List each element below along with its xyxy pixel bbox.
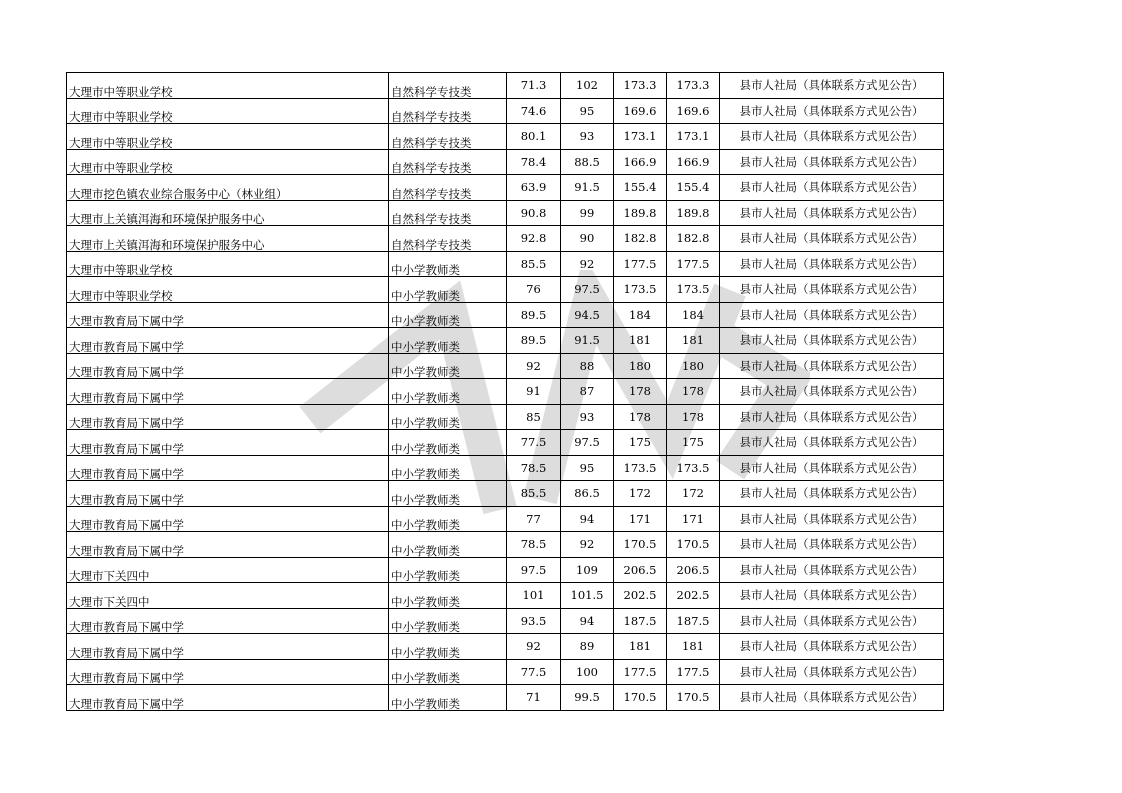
- total-score-cell: 182.8: [614, 226, 667, 252]
- written-score-cell: 85.5: [507, 481, 561, 507]
- total-score-cell: 173.3: [614, 73, 667, 99]
- table-row: [67, 200, 944, 226]
- category-cell: 中小学教师类: [389, 379, 507, 405]
- unit-cell: 大理市教育局下属中学: [67, 455, 389, 481]
- total-score-cell: 166.9: [614, 149, 667, 175]
- total-score-cell: 177.5: [614, 251, 667, 277]
- contact-cell: 县市人社局（具体联系方式见公告）: [720, 124, 944, 150]
- table-row: [67, 557, 944, 583]
- category-cell: 中小学教师类: [389, 328, 507, 354]
- interview-score-cell: 97.5: [561, 430, 614, 456]
- written-score-cell: 76: [507, 277, 561, 303]
- contact-cell: 县市人社局（具体联系方式见公告）: [720, 200, 944, 226]
- category-cell: 自然科学专技类: [389, 226, 507, 252]
- written-score-cell: 77: [507, 506, 561, 532]
- table-row: [67, 685, 944, 711]
- interview-score-cell: 95: [561, 455, 614, 481]
- total-score-cell: 170.5: [614, 532, 667, 558]
- interview-score-cell: 88.5: [561, 149, 614, 175]
- final-score-cell: 178: [667, 379, 720, 405]
- final-score-cell: 169.6: [667, 98, 720, 124]
- final-score-cell: 180: [667, 353, 720, 379]
- unit-cell: 大理市教育局下属中学: [67, 302, 389, 328]
- table-row: [67, 659, 944, 685]
- final-score-cell: 173.1: [667, 124, 720, 150]
- table-row: [67, 277, 944, 303]
- interview-score-cell: 97.5: [561, 277, 614, 303]
- unit-cell: 大理市下关四中: [67, 583, 389, 609]
- category-cell: 中小学教师类: [389, 430, 507, 456]
- unit-cell: 大理市中等职业学校: [67, 277, 389, 303]
- written-score-cell: 77.5: [507, 659, 561, 685]
- contact-cell: 县市人社局（具体联系方式见公告）: [720, 481, 944, 507]
- contact-cell: 县市人社局（具体联系方式见公告）: [720, 455, 944, 481]
- contact-cell: 县市人社局（具体联系方式见公告）: [720, 353, 944, 379]
- final-score-cell: 173.3: [667, 73, 720, 99]
- written-score-cell: 92: [507, 634, 561, 660]
- table-row: [67, 404, 944, 430]
- contact-cell: 县市人社局（具体联系方式见公告）: [720, 328, 944, 354]
- unit-cell: 大理市中等职业学校: [67, 251, 389, 277]
- final-score-cell: 170.5: [667, 685, 720, 711]
- table-row: [67, 455, 944, 481]
- contact-cell: 县市人社局（具体联系方式见公告）: [720, 430, 944, 456]
- table-row: [67, 251, 944, 277]
- unit-cell: 大理市教育局下属中学: [67, 379, 389, 405]
- total-score-cell: 173.1: [614, 124, 667, 150]
- table-row: [67, 98, 944, 124]
- interview-score-cell: 99: [561, 200, 614, 226]
- final-score-cell: 173.5: [667, 277, 720, 303]
- total-score-cell: 181: [614, 328, 667, 354]
- table-row: [67, 149, 944, 175]
- interview-score-cell: 94.5: [561, 302, 614, 328]
- total-score-cell: 175: [614, 430, 667, 456]
- category-cell: 自然科学专技类: [389, 73, 507, 99]
- contact-cell: 县市人社局（具体联系方式见公告）: [720, 506, 944, 532]
- interview-score-cell: 90: [561, 226, 614, 252]
- unit-cell: 大理市上关镇洱海和环境保护服务中心: [67, 226, 389, 252]
- interview-score-cell: 92: [561, 251, 614, 277]
- contact-cell: 县市人社局（具体联系方式见公告）: [720, 379, 944, 405]
- category-cell: 中小学教师类: [389, 634, 507, 660]
- total-score-cell: 202.5: [614, 583, 667, 609]
- unit-cell: 大理市教育局下属中学: [67, 430, 389, 456]
- contact-cell: 县市人社局（具体联系方式见公告）: [720, 175, 944, 201]
- unit-cell: 大理市中等职业学校: [67, 124, 389, 150]
- table-row: [67, 608, 944, 634]
- table-row: [67, 328, 944, 354]
- category-cell: 自然科学专技类: [389, 149, 507, 175]
- contact-cell: 县市人社局（具体联系方式见公告）: [720, 685, 944, 711]
- interview-score-cell: 95: [561, 98, 614, 124]
- category-cell: 中小学教师类: [389, 251, 507, 277]
- unit-cell: 大理市挖色镇农业综合服务中心（林业组）: [67, 175, 389, 201]
- unit-cell: 大理市教育局下属中学: [67, 481, 389, 507]
- contact-cell: 县市人社局（具体联系方式见公告）: [720, 251, 944, 277]
- total-score-cell: 169.6: [614, 98, 667, 124]
- written-score-cell: 74.6: [507, 98, 561, 124]
- written-score-cell: 80.1: [507, 124, 561, 150]
- unit-cell: 大理市教育局下属中学: [67, 328, 389, 354]
- total-score-cell: 181: [614, 634, 667, 660]
- final-score-cell: 206.5: [667, 557, 720, 583]
- total-score-cell: 206.5: [614, 557, 667, 583]
- final-score-cell: 170.5: [667, 532, 720, 558]
- final-score-cell: 182.8: [667, 226, 720, 252]
- table-row: [67, 583, 944, 609]
- category-cell: 中小学教师类: [389, 557, 507, 583]
- final-score-cell: 155.4: [667, 175, 720, 201]
- contact-cell: 县市人社局（具体联系方式见公告）: [720, 302, 944, 328]
- category-cell: 中小学教师类: [389, 404, 507, 430]
- written-score-cell: 89.5: [507, 328, 561, 354]
- table-row: [67, 302, 944, 328]
- category-cell: 中小学教师类: [389, 532, 507, 558]
- written-score-cell: 71.3: [507, 73, 561, 99]
- written-score-cell: 97.5: [507, 557, 561, 583]
- category-cell: 中小学教师类: [389, 277, 507, 303]
- final-score-cell: 202.5: [667, 583, 720, 609]
- final-score-cell: 166.9: [667, 149, 720, 175]
- category-cell: 中小学教师类: [389, 481, 507, 507]
- written-score-cell: 89.5: [507, 302, 561, 328]
- unit-cell: 大理市教育局下属中学: [67, 659, 389, 685]
- interview-score-cell: 86.5: [561, 481, 614, 507]
- interview-score-cell: 91.5: [561, 175, 614, 201]
- interview-score-cell: 87: [561, 379, 614, 405]
- unit-cell: 大理市中等职业学校: [67, 149, 389, 175]
- total-score-cell: 177.5: [614, 659, 667, 685]
- contact-cell: 县市人社局（具体联系方式见公告）: [720, 659, 944, 685]
- score-table: [66, 72, 944, 711]
- interview-score-cell: 101.5: [561, 583, 614, 609]
- total-score-cell: 178: [614, 404, 667, 430]
- category-cell: 中小学教师类: [389, 608, 507, 634]
- final-score-cell: 172: [667, 481, 720, 507]
- table-row: [67, 634, 944, 660]
- final-score-cell: 189.8: [667, 200, 720, 226]
- table-row: [67, 353, 944, 379]
- unit-cell: 大理市上关镇洱海和环境保护服务中心: [67, 200, 389, 226]
- total-score-cell: 184: [614, 302, 667, 328]
- category-cell: 中小学教师类: [389, 659, 507, 685]
- interview-score-cell: 93: [561, 124, 614, 150]
- interview-score-cell: 92: [561, 532, 614, 558]
- contact-cell: 县市人社局（具体联系方式见公告）: [720, 532, 944, 558]
- total-score-cell: 180: [614, 353, 667, 379]
- category-cell: 自然科学专技类: [389, 200, 507, 226]
- table-row: [67, 506, 944, 532]
- category-cell: 中小学教师类: [389, 685, 507, 711]
- category-cell: 自然科学专技类: [389, 124, 507, 150]
- table-row: [67, 226, 944, 252]
- table-row: [67, 379, 944, 405]
- unit-cell: 大理市教育局下属中学: [67, 634, 389, 660]
- contact-cell: 县市人社局（具体联系方式见公告）: [720, 277, 944, 303]
- final-score-cell: 187.5: [667, 608, 720, 634]
- final-score-cell: 181: [667, 634, 720, 660]
- total-score-cell: 189.8: [614, 200, 667, 226]
- contact-cell: 县市人社局（具体联系方式见公告）: [720, 608, 944, 634]
- written-score-cell: 78.5: [507, 455, 561, 481]
- category-cell: 中小学教师类: [389, 302, 507, 328]
- final-score-cell: 173.5: [667, 455, 720, 481]
- unit-cell: 大理市教育局下属中学: [67, 608, 389, 634]
- written-score-cell: 101: [507, 583, 561, 609]
- unit-cell: 大理市中等职业学校: [67, 73, 389, 99]
- table-row: [67, 124, 944, 150]
- written-score-cell: 91: [507, 379, 561, 405]
- total-score-cell: 170.5: [614, 685, 667, 711]
- written-score-cell: 78.4: [507, 149, 561, 175]
- written-score-cell: 85.5: [507, 251, 561, 277]
- unit-cell: 大理市教育局下属中学: [67, 685, 389, 711]
- contact-cell: 县市人社局（具体联系方式见公告）: [720, 583, 944, 609]
- category-cell: 中小学教师类: [389, 506, 507, 532]
- written-score-cell: 93.5: [507, 608, 561, 634]
- contact-cell: 县市人社局（具体联系方式见公告）: [720, 557, 944, 583]
- unit-cell: 大理市中等职业学校: [67, 98, 389, 124]
- total-score-cell: 155.4: [614, 175, 667, 201]
- category-cell: 自然科学专技类: [389, 98, 507, 124]
- total-score-cell: 173.5: [614, 455, 667, 481]
- category-cell: 中小学教师类: [389, 455, 507, 481]
- interview-score-cell: 99.5: [561, 685, 614, 711]
- unit-cell: 大理市教育局下属中学: [67, 404, 389, 430]
- final-score-cell: 177.5: [667, 659, 720, 685]
- contact-cell: 县市人社局（具体联系方式见公告）: [720, 73, 944, 99]
- total-score-cell: 171: [614, 506, 667, 532]
- table-row: [67, 73, 944, 99]
- category-cell: 中小学教师类: [389, 583, 507, 609]
- score-table-body: [67, 73, 944, 711]
- unit-cell: 大理市教育局下属中学: [67, 506, 389, 532]
- interview-score-cell: 94: [561, 608, 614, 634]
- interview-score-cell: 94: [561, 506, 614, 532]
- category-cell: 自然科学专技类: [389, 175, 507, 201]
- written-score-cell: 77.5: [507, 430, 561, 456]
- table-row: [67, 532, 944, 558]
- total-score-cell: 187.5: [614, 608, 667, 634]
- total-score-cell: 173.5: [614, 277, 667, 303]
- interview-score-cell: 93: [561, 404, 614, 430]
- final-score-cell: 178: [667, 404, 720, 430]
- interview-score-cell: 100: [561, 659, 614, 685]
- interview-score-cell: 109: [561, 557, 614, 583]
- final-score-cell: 181: [667, 328, 720, 354]
- table-row: [67, 175, 944, 201]
- written-score-cell: 90.8: [507, 200, 561, 226]
- written-score-cell: 92: [507, 353, 561, 379]
- contact-cell: 县市人社局（具体联系方式见公告）: [720, 634, 944, 660]
- unit-cell: 大理市教育局下属中学: [67, 532, 389, 558]
- written-score-cell: 78.5: [507, 532, 561, 558]
- contact-cell: 县市人社局（具体联系方式见公告）: [720, 98, 944, 124]
- final-score-cell: 175: [667, 430, 720, 456]
- table-row: [67, 430, 944, 456]
- unit-cell: 大理市教育局下属中学: [67, 353, 389, 379]
- unit-cell: 大理市下关四中: [67, 557, 389, 583]
- final-score-cell: 184: [667, 302, 720, 328]
- total-score-cell: 178: [614, 379, 667, 405]
- contact-cell: 县市人社局（具体联系方式见公告）: [720, 226, 944, 252]
- written-score-cell: 63.9: [507, 175, 561, 201]
- final-score-cell: 171: [667, 506, 720, 532]
- interview-score-cell: 88: [561, 353, 614, 379]
- table-row: [67, 481, 944, 507]
- contact-cell: 县市人社局（具体联系方式见公告）: [720, 404, 944, 430]
- interview-score-cell: 89: [561, 634, 614, 660]
- final-score-cell: 177.5: [667, 251, 720, 277]
- written-score-cell: 71: [507, 685, 561, 711]
- written-score-cell: 85: [507, 404, 561, 430]
- category-cell: 中小学教师类: [389, 353, 507, 379]
- interview-score-cell: 91.5: [561, 328, 614, 354]
- contact-cell: 县市人社局（具体联系方式见公告）: [720, 149, 944, 175]
- interview-score-cell: 102: [561, 73, 614, 99]
- total-score-cell: 172: [614, 481, 667, 507]
- written-score-cell: 92.8: [507, 226, 561, 252]
